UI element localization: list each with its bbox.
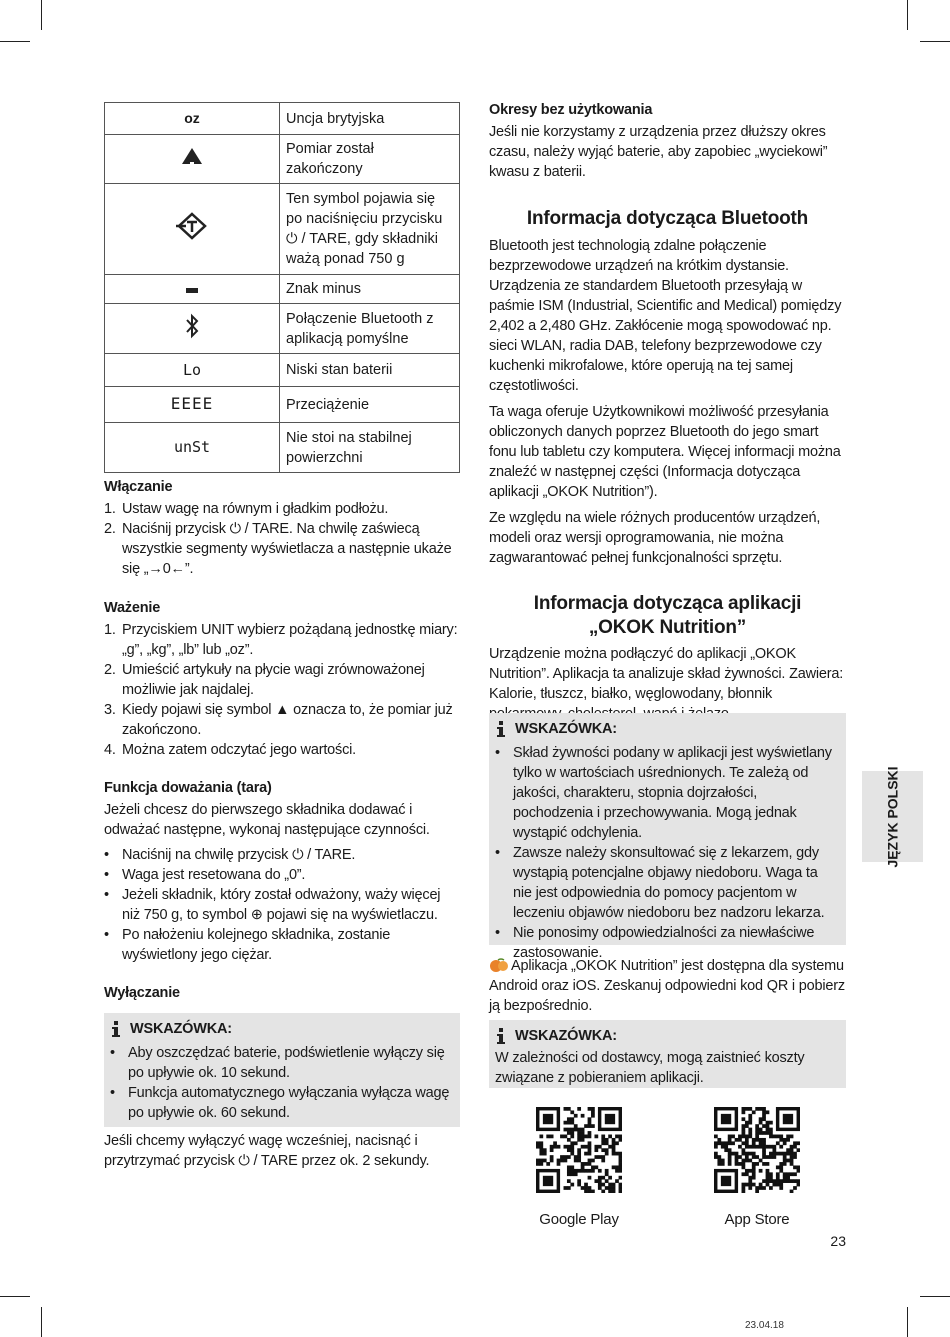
list-item: 1. Ustaw wagę na równym i gładkim podłożu. [104, 501, 389, 517]
heading-wlaczanie: Włączanie [104, 479, 173, 495]
tip-heading: WSKAZÓWKA: [515, 721, 617, 737]
crop-mark [0, 1296, 30, 1297]
table-row [105, 135, 460, 184]
bluetooth-icon [185, 312, 199, 340]
row-text: Nie stoi na stabilnej powierzchni [280, 423, 460, 473]
google-play-label: Google Play [539, 1211, 619, 1228]
row-text: Znak minus [280, 275, 460, 304]
list-item: • Skład żywności podany w aplikacji jest wyświetlany tylko w wartościach uśrednionych. Te zależą od jakości, charakteru, stopnia dojrzałości, pochodzenia i przechowywania. Mogą jednak wystąpić odchylenia. [495, 745, 832, 841]
oz-symbol: oz [105, 103, 280, 135]
app-fruit-icon [489, 958, 509, 972]
info-icon [497, 721, 505, 737]
bt-paragraph-3: Ze względu na wiele różnych producentów urządzeń, modeli oraz wersji oprogramowania, nie można zagwarantować pełnej funkcjonalności sprzętu. [489, 510, 821, 566]
crop-mark [920, 1296, 950, 1297]
qr-code-google-play[interactable] [536, 1107, 622, 1193]
list-item: • Waga jest resetowana do „0”. [104, 867, 306, 883]
row-text: Pomiar został zakończony [280, 135, 460, 184]
row-text: Ten symbol pojawia się po naciśnięciu przycisku ⏻ / TARE, gdy składniki ważą ponad 750 g [280, 184, 460, 275]
list-item: • Jeżeli składnik, który został odważony, waży więcej niż 750 g, to symbol ⊕ pojawi się na wyświetlaczu. [104, 887, 441, 923]
unstable-display: unSt [105, 423, 280, 473]
table-row [105, 184, 460, 275]
table-row [105, 423, 460, 473]
heading-wazenie: Ważenie [104, 600, 161, 616]
tip-box-wylaczanie [104, 1013, 460, 1127]
tip-box-app [489, 713, 846, 961]
table-row [105, 354, 460, 387]
list-item: • Naciśnij na chwilę przycisk ⏻ / TARE. [104, 847, 356, 863]
info-icon [497, 1028, 505, 1044]
app-paragraph-1: Urządzenie można podłączyć do aplikacji „OKOK Nutrition”. Aplikacja ta analizuje skład żywności. Zawiera: Kalorie, tłuszcz, białko, węglowodany, błonnik [489, 646, 844, 702]
wylaczanie-outro: Jeśli chcemy wyłączyć wagę wcześniej, nacisnąć i przytrzymać przycisk ⏻ / TARE przez ok. 2 sekundy. [104, 1133, 430, 1169]
table-row [105, 275, 460, 304]
symbol-table [104, 102, 460, 473]
tare-symbol-icon [176, 212, 208, 240]
okresy-text: Jeśli nie korzystamy z urządzenia przez dłuższy okres czasu, należy wyjąć baterie, aby zapobiec „wyciekowi” kwasu z baterii. [489, 124, 828, 180]
heading-app-line-1: Informacja dotycząca aplikacji [533, 593, 802, 614]
language-side-tab-label: JĘZYK POLSKI [884, 765, 901, 868]
crop-mark [920, 41, 950, 42]
crop-mark [41, 1307, 42, 1337]
table-row [105, 103, 460, 135]
list-item: • Aby oszczędzać baterie, podświetlenie wyłączy się po upływie ok. 10 sekund. [110, 1045, 445, 1081]
tip-costs-text: W zależności od dostawcy, mogą zaistnieć koszty związane z pobieraniem aplikacji. [495, 1050, 805, 1086]
triangle-stable-icon [182, 148, 202, 164]
bt-paragraph-2: Ta waga oferuje Użytkownikowi możliwość przesyłania obliczonych danych poprzez Bluetooth do jego smart fonu lub tabletu czy komputera. Więcej informacji można znaleźć w następnej części (Informacja dotycząca aplikacji „OKOK Nutrition”). [489, 404, 841, 500]
list-item: 1. Przyciskiem UNIT wybierz pożądaną jednostkę miary: „g”, „kg”, „lb” lub „oz”. [104, 622, 458, 658]
list-item: • Zawsze należy skonsultować się z lekarzem, gdy wystąpią potencjalne objawy niedoboru. Waga ta nie jest odpowiednia do pomocy pacjentom w leczeniu objawów niedoboru bez nadzoru lekarza. [495, 845, 825, 921]
list-item: 2. Naciśnij przycisk ⏻ / TARE. Na chwilę zaświecą wszystkie segmenty wyświetlacza a następnie ukaże się „→0←”. [104, 521, 452, 577]
tip-heading: WSKAZÓWKA: [130, 1021, 232, 1037]
heading-wylaczanie: Wyłączanie [104, 985, 180, 1001]
heading-okresy: Okresy bez użytkowania [489, 102, 653, 118]
list-item: • Po nałożeniu kolejnego składnika, zostanie wyświetlony jego ciężar. [104, 927, 391, 963]
heading-tara: Funkcja doważania (tara) [104, 780, 272, 796]
tara-intro: Jeżeli chcesz do pierwszego składnika dodawać i odważać następne, wykonaj następujące czynności. [104, 802, 430, 838]
right-column [489, 100, 846, 724]
crop-mark [907, 1307, 908, 1337]
table-row [105, 387, 460, 423]
heading-bluetooth: Informacja dotycząca Bluetooth [526, 208, 809, 229]
app-store-label: App Store [724, 1211, 790, 1228]
qr-code-app-store[interactable] [714, 1107, 800, 1193]
left-column [104, 477, 460, 1003]
list-item: 2. Umieścić artykuły na płycie wagi zrównoważonej możliwie jak najdalej. [104, 662, 425, 698]
page-number: 23 [830, 1233, 846, 1249]
crop-mark [907, 0, 908, 30]
bt-paragraph-1: Bluetooth jest technologią zdalne połączenie bezprzewodowe urządzeń na krótkim dystansie. Urządzenia ze standardem Bluetooth przesyłają w paśmie ISM (Industrial, Scientific and Medical) pomiędzy 2,402 a 2,480 GHz. Zakłócenie mogą spowodować np. sieci WLAN, radia DAB, telefony bezprzewodowe czy kuchenki mikrofalowe, które operują na tej samej częstotliwości. [489, 238, 842, 394]
row-text: Uncja brytyjska [280, 103, 460, 135]
row-text: Połączenie Bluetooth z aplikacją pomyślne [280, 304, 460, 354]
tip-box-costs [489, 1020, 846, 1088]
row-text: Przeciążenie [280, 387, 460, 423]
tip-heading: WSKAZÓWKA: [515, 1028, 617, 1044]
crop-mark [41, 0, 42, 30]
row-text: Niski stan baterii [280, 354, 460, 387]
list-item: • Funkcja automatycznego wyłączania wyłącza wagę po upływie ok. 60 sekund. [110, 1085, 450, 1121]
list-item: 3. Kiedy pojawi się symbol ▲ oznacza to, że pomiar już zakończono. [104, 702, 453, 738]
app-availability: Aplikacja „OKOK Nutrition” jest dostępna dla systemu Android oraz iOS. Zeskanuj odpowiedni kod QR i pobierz ją bezpośrednio. [489, 958, 845, 1014]
footer-date: 23.04.18 [745, 1320, 784, 1331]
list-item: • Nie ponosimy odpowiedzialności za niewłaściwe zastosowanie. [495, 925, 815, 961]
overload-display: EEEE [105, 387, 280, 423]
minus-sign-icon [186, 288, 198, 293]
table-row [105, 304, 460, 354]
heading-app [489, 592, 846, 640]
list-item: 4. Można zatem odczytać jego wartości. [104, 742, 356, 758]
crop-mark [0, 41, 30, 42]
low-battery-display: Lo [105, 354, 280, 387]
heading-app-line-2: „OKOK Nutrition” [588, 617, 747, 638]
info-icon [112, 1021, 120, 1037]
